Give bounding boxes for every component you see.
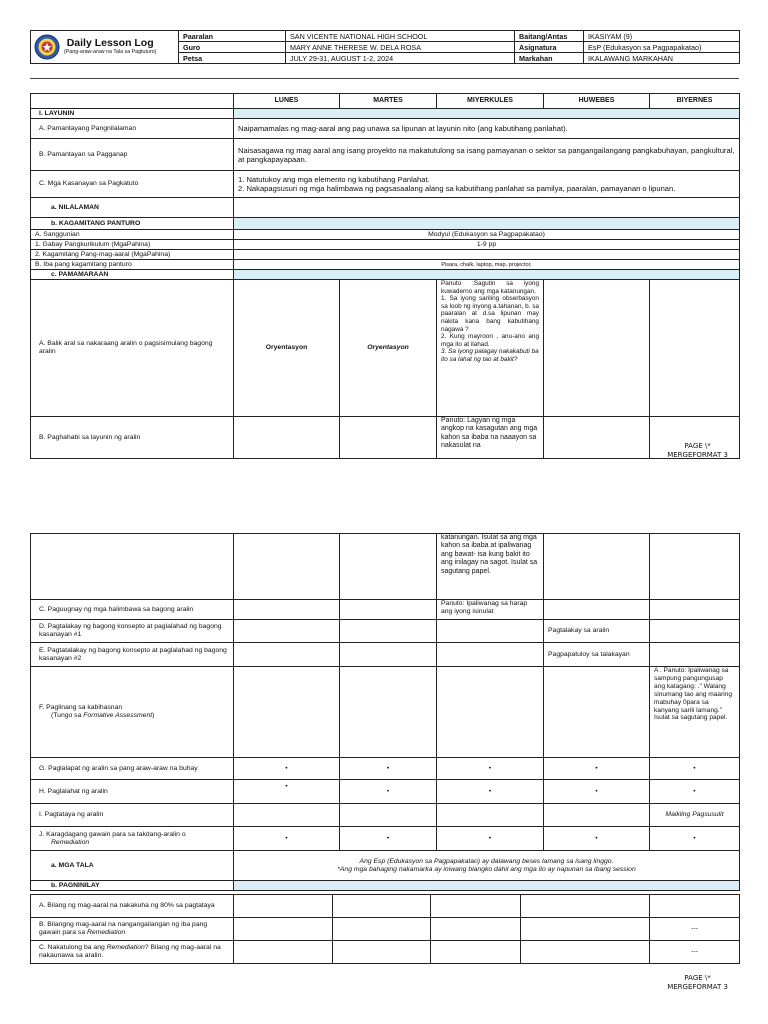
grade-value: IKASIYAM (9) bbox=[584, 31, 740, 42]
header-divider bbox=[30, 78, 739, 79]
pang-mag-aaral-label: 2. Kagamitang Pang-mag-aaral (MgaPahina) bbox=[31, 250, 234, 260]
kasanayan-line-1: 1. Natutukoy ang mga elemento ng kabutihang Panlahat. bbox=[238, 175, 430, 184]
paghahabi-huwebes bbox=[544, 417, 650, 459]
day-huwebes: HUWEBES bbox=[544, 94, 650, 109]
pagganap-value: Naisasagawa ng mag aaral ang isang proyekto na makatutulong sa isang pamayanan o sektor sa pangangailangang pangkabuhayan, pangkultural, at pangkapayapaan. bbox=[234, 139, 740, 171]
row-paghahabi-continued bbox=[31, 534, 740, 600]
kasanayan-value bbox=[234, 171, 740, 198]
karagdagang-martes: • bbox=[340, 827, 437, 851]
pagtalakay-2-huwebes: Pagpapatuloy sa talakayan bbox=[544, 643, 650, 667]
row-sanggunian bbox=[31, 230, 740, 240]
row-remediation-need bbox=[31, 918, 740, 941]
kasanayan-line-2: 2. Nakapagsusuri ng mga halimbawa ng pagsasaalang alang sa kabutihang panlahat sa pamilya, paaralan, pamayanan o lipunan. bbox=[238, 184, 676, 193]
paglalahat-biyernes: • bbox=[650, 780, 740, 804]
karagdagang-miyerkules: • bbox=[437, 827, 544, 851]
nilalaman-value bbox=[234, 198, 740, 218]
paghahabi-martes bbox=[340, 417, 437, 459]
header-table bbox=[30, 30, 740, 64]
row-paglalapat bbox=[31, 758, 740, 780]
mga-tala-heading: a. MGA TALA bbox=[31, 851, 234, 881]
mga-tala-value: Ang Esp (Edukasyon sa Pagpapakatao) ay dalawang beses lamang sa isang linggo. *Ang mga bahaging nakamarka ay iniwang blangko dahil ang mga ito ay napunan sa ibang session bbox=[234, 851, 740, 881]
sanggunian-value: Modyul (Edukasyon sa Pagpapakatao) bbox=[234, 230, 740, 240]
day-miyerkules: MIYERKULES bbox=[437, 94, 544, 109]
paghahabi-cont-biyernes bbox=[650, 534, 740, 600]
days-header-row bbox=[31, 94, 740, 109]
row-paglalahat bbox=[31, 780, 740, 804]
paglalahat-miyerkules: • bbox=[437, 780, 544, 804]
paghahabi-label: B. Paghahabi sa layunin ng aralin bbox=[31, 417, 234, 459]
log-subtitle: (Pang-araw-araw na Tala sa Pagtuturo) bbox=[64, 49, 157, 55]
grade-label: Baitang/Antas bbox=[515, 31, 584, 42]
pangnilalaman-label: A. Pamantayang Pangnilalaman bbox=[31, 119, 234, 139]
row-paguugnay bbox=[31, 600, 740, 620]
teacher-value: MARY ANNE THERESE W. DELA ROSA bbox=[286, 42, 515, 53]
kagamitan-band bbox=[234, 218, 740, 230]
subject-label: Asignatura bbox=[515, 42, 584, 53]
pagtalakay-2-label: E. Pagtatalakay ng bagong konsepto at paglalahad ng bagong kasanayan #2 bbox=[31, 643, 234, 667]
paglalapat-huwebes: • bbox=[544, 758, 650, 780]
remediation-need-biyernes: --- bbox=[650, 918, 740, 941]
paglalapat-lunes: • bbox=[234, 758, 340, 780]
karagdagang-lunes: • bbox=[234, 827, 340, 851]
header-logo-cell bbox=[31, 31, 179, 64]
pagtalakay-1-huwebes: Pagtalakay sa aralin bbox=[544, 620, 650, 643]
pang-mag-aaral-value bbox=[234, 250, 740, 260]
paglalapat-miyerkules: • bbox=[437, 758, 544, 780]
pamamaraan-band bbox=[234, 270, 740, 280]
quarter-label: Markahan bbox=[515, 53, 584, 64]
balik-aral-biyernes bbox=[650, 280, 740, 417]
balik-aral-miy-line-2: 1. Sa iyong sariling obserbasyon sa loob ng inyong a.tahanan, b. sa paaralan at d.sa lipunan may nakita kana bang kabutihang nagawa ? bbox=[441, 295, 539, 333]
paghahabi-lunes bbox=[234, 417, 340, 459]
pagtalakay-1-label: D. Pagtalakay ng bagong konsepto at paglalahad ng bagong kasanayan #1 bbox=[31, 620, 234, 643]
paglinang-label: F. Paglinang sa kabihasnan (Tungo sa Formative Assessment) bbox=[31, 667, 234, 758]
paglalapat-martes: • bbox=[340, 758, 437, 780]
balik-aral-miy-line-3: 2. Kung mayroon , anu-ano ang mga ito at ilahad. bbox=[441, 333, 539, 348]
row-paglinang bbox=[31, 667, 740, 758]
gabay-value: 1-9 pp bbox=[234, 240, 740, 250]
page-number-2: PAGE \* MERGEFORMAT 3 bbox=[667, 974, 728, 991]
row-kagamitang-pang-mag-aaral bbox=[31, 250, 740, 260]
date-value: JULY 29-31, AUGUST 1-2, 2024 bbox=[286, 53, 515, 64]
karagdagang-biyernes: • bbox=[650, 827, 740, 851]
layunin-band bbox=[234, 109, 740, 119]
row-paghahabi bbox=[31, 417, 740, 459]
paglalahat-label: H. Paglalahat ng aralin bbox=[31, 780, 234, 804]
nilalaman-heading: a. NILALAMAN bbox=[31, 198, 234, 218]
row-iba-pang-kagamitan bbox=[31, 260, 740, 270]
paguugnay-miyerkules: Panuto: Ipaliwanag sa harap ang iyong isinulat bbox=[437, 600, 544, 620]
row-pagtalakay-2 bbox=[31, 643, 740, 667]
row-remediation-helped bbox=[31, 941, 740, 964]
row-pagninilay bbox=[31, 881, 740, 891]
log-title: Daily Lesson Log bbox=[66, 37, 154, 49]
paglalapat-label: G. Paglalapat ng aralin sa pang araw-araw na buhay bbox=[31, 758, 234, 780]
balik-aral-miy-line-1: Panuto :Sagutin sa iyong kuwaderno ang mga katanungan. bbox=[441, 280, 539, 295]
lesson-table-page-1 bbox=[30, 93, 740, 459]
paglalapat-biyernes: • bbox=[650, 758, 740, 780]
paghahabi-cont-label bbox=[31, 534, 234, 600]
karagdagang-huwebes: • bbox=[544, 827, 650, 851]
iba-pang-kagamitan-value: Pisara, chalk, laptop, map, projector, bbox=[234, 260, 740, 270]
pagtataya-biyernes: Maikling Pagsusulit bbox=[650, 804, 740, 827]
paglinang-biyernes: A . Panuto: Ipaliwanag sa sampung pangungusap ang katagang: ." Walang sinumang tao ang maaring mabuhay 0para sa kanyang sarili lamang." Isulat sa sagutang papel. bbox=[650, 667, 740, 758]
row-mga-tala bbox=[31, 851, 740, 881]
kasanayan-label: C. Mga Kasanayan sa Pagkatuto bbox=[31, 171, 234, 198]
bilang-80-label: A. Bilang ng mag-aaral na nakakuha ng 80% sa pagtataya bbox=[31, 895, 234, 918]
paghahabi-cont-huwebes bbox=[544, 534, 650, 600]
pagninilay-band bbox=[234, 881, 740, 891]
remediation-need-label: B. Bilangng mag-aaral na nangangailangan ng iba pang gawain para sa Remediation bbox=[31, 918, 234, 941]
school-value: SAN VICENTE NATIONAL HIGH SCHOOL bbox=[286, 31, 515, 42]
paglalahat-huwebes: • bbox=[544, 780, 650, 804]
deped-seal-icon bbox=[34, 34, 60, 60]
remediation-helped-biyernes: --- bbox=[650, 941, 740, 964]
layunin-heading: I. LAYUNIN bbox=[31, 109, 234, 119]
balik-aral-huwebes bbox=[544, 280, 650, 417]
day-lunes: LUNES bbox=[234, 94, 340, 109]
quarter-value: IKALAWANG MARKAHAN bbox=[584, 53, 740, 64]
pagtataya-label: I. Pagtataya ng aralin bbox=[31, 804, 234, 827]
date-label: Petsa bbox=[179, 53, 286, 64]
iba-pang-kagamitan-label: B. Iba pang kagamitang panturo bbox=[31, 260, 234, 270]
row-pagtalakay-1 bbox=[31, 620, 740, 643]
karagdagang-label: J. Karagdagang gawain para sa takdang-aralin o Remediation bbox=[31, 827, 234, 851]
lesson-table-page-2 bbox=[30, 533, 740, 891]
row-nilalaman bbox=[31, 198, 740, 218]
day-martes: MARTES bbox=[340, 94, 437, 109]
pagganap-label: B. Pamantayan sa Pagganap bbox=[31, 139, 234, 171]
row-karagdagang-gawain bbox=[31, 827, 740, 851]
row-pamantayang-pangnilalaman bbox=[31, 119, 740, 139]
balik-aral-label: A. Balik aral sa nakaraang aralin o pagsisimulang bagong aralin bbox=[31, 280, 234, 417]
balik-aral-martes: Oryentasyon bbox=[340, 280, 437, 417]
row-pamantayan-sa-pagganap bbox=[31, 139, 740, 171]
row-pagtataya bbox=[31, 804, 740, 827]
day-biyernes: BIYERNES bbox=[650, 94, 740, 109]
remediation-helped-label: C. Nakatulong ba ang Remediation? Bilang ng mag-aaral na nakaunawa sa aralin. bbox=[31, 941, 234, 964]
school-label: Paaralan bbox=[179, 31, 286, 42]
row-pamamaraan bbox=[31, 270, 740, 280]
subject-value: EsP (Edukasyon sa Pagpapakatao) bbox=[584, 42, 740, 53]
pagninilay-heading: b. PAGNINILAY bbox=[31, 881, 234, 891]
teacher-label: Guro bbox=[179, 42, 286, 53]
paghahabi-cont-miyerkules: katanungan. Isulat sa ang mga kahon sa ibaba at ipaliwanag ang bawat- isa kung bakit ito ang inilagay na sagot. Isulat sa sagutang papel. bbox=[437, 534, 544, 600]
paghahabi-cont-lunes bbox=[234, 534, 340, 600]
balik-aral-miyerkules bbox=[437, 280, 544, 417]
paghahabi-miyerkules: Panuto: Lagyan ng mga angkop na kasagutan ang mga kahon sa ibaba na naaayon sa nakasulat na bbox=[437, 417, 544, 459]
row-gabay-pangkurikulum bbox=[31, 240, 740, 250]
paguugnay-label: C. Paguugnay ng mga halimbawa sa bagong aralin bbox=[31, 600, 234, 620]
balik-aral-lunes: Oryentasyon bbox=[234, 280, 340, 417]
pamamaraan-heading: c. PAMAMARAAN bbox=[31, 270, 234, 280]
page-number-1: PAGE \* MERGEFORMAT 3 bbox=[667, 442, 728, 459]
layunin-section-row bbox=[31, 109, 740, 119]
paglalahat-martes: • bbox=[340, 780, 437, 804]
balik-aral-miy-line-4: 3. Sa iyong palagay nakakabuti ba ito sa lahat ng tao at bakit? bbox=[441, 348, 539, 363]
days-corner-cell bbox=[31, 94, 234, 109]
row-kagamitang-panturo bbox=[31, 218, 740, 230]
kagamitan-heading: b. KAGAMITANG PANTURO bbox=[31, 218, 234, 230]
gabay-label: 1. Gabay Pangkurikulum (MgaPahina) bbox=[31, 240, 234, 250]
row-balik-aral bbox=[31, 280, 740, 417]
pagninilay-table bbox=[30, 894, 740, 964]
paghahabi-cont-martes bbox=[340, 534, 437, 600]
row-bilang-80 bbox=[31, 895, 740, 918]
row-kasanayan-sa-pagkatuto bbox=[31, 171, 740, 198]
sanggunian-label: A. Sanggunian bbox=[31, 230, 234, 240]
pangnilalaman-value: Naipamamalas ng mag-aaral ang pag unawa sa lipunan at layunin nito (ang kabutihang panlahat). bbox=[234, 119, 740, 139]
paglalahat-lunes: • bbox=[234, 780, 340, 804]
